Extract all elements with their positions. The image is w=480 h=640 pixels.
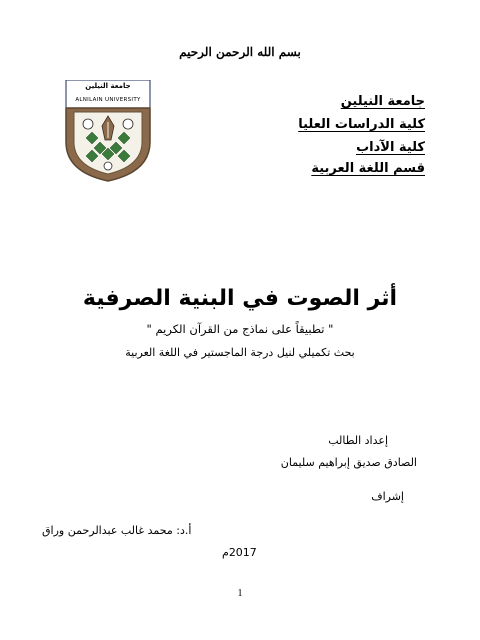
college-of-arts: كلية الآداب — [356, 140, 425, 155]
year: 2017م — [222, 546, 257, 559]
logo-university-name-ar: جامعة النيلين — [85, 82, 131, 90]
thesis-subtitle: " تطبيقاً على نماذج من القرآن الكريم " — [146, 322, 334, 336]
college-graduate-studies: كلية الدراسات العليا — [298, 117, 425, 132]
prepared-by-label: إعداد الطالب — [328, 434, 388, 447]
university-logo — [58, 80, 158, 182]
department-name: قسم اللغة العربية — [311, 161, 425, 176]
basmala: بسم الله الرحمن الرحيم — [179, 45, 301, 59]
thesis-title: أثر الصوت في البنية الصرفية — [82, 286, 398, 311]
logo-university-name-en: ALNILAIN UNIVERSITY — [75, 97, 141, 103]
thesis-description: بحث تكميلي لنيل درجة الماجستير في اللغة العربية — [125, 346, 355, 359]
university-name: جامعة النيلين — [340, 94, 425, 109]
supervision-label: إشراف — [371, 490, 404, 503]
page-number: 1 — [237, 588, 243, 599]
student-name: الصادق صديق إبراهيم سليمان — [280, 456, 417, 469]
supervisor-name: أ.د: محمد غالب عبدالرحمن وراق — [42, 524, 192, 537]
